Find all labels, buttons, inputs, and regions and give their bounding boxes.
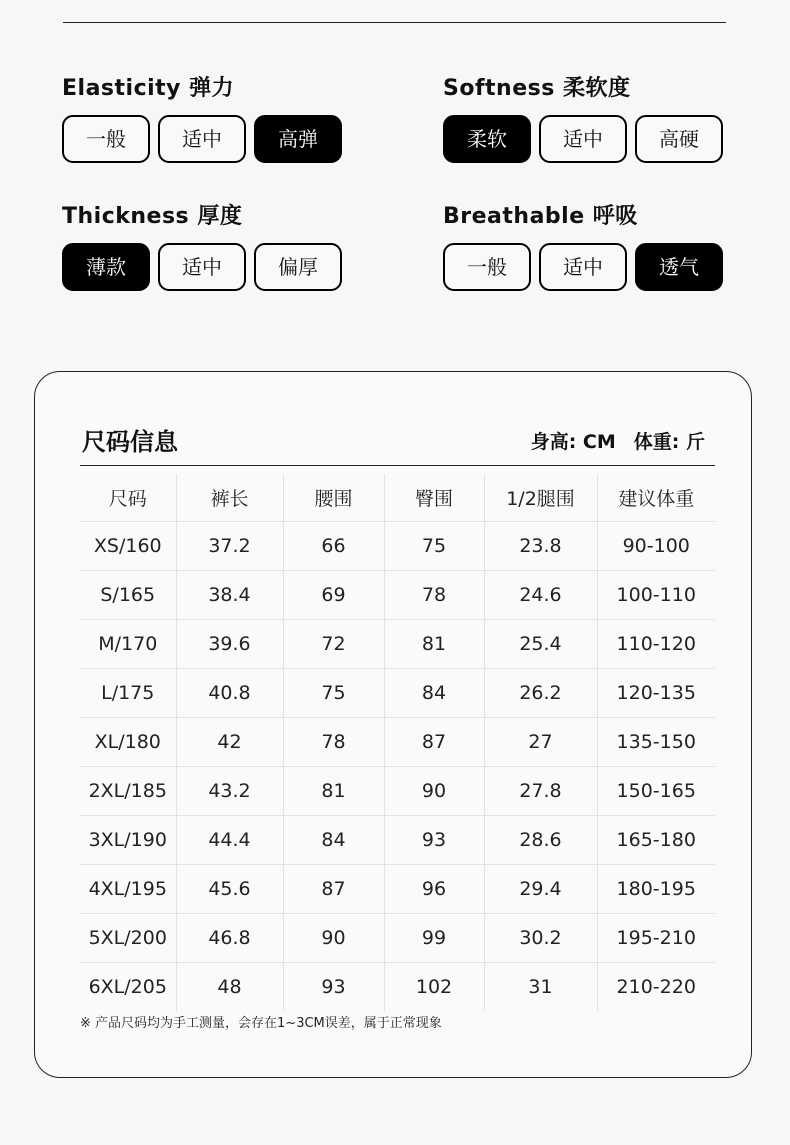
height-unit: 身高: CM xyxy=(530,431,616,453)
table-cell: 84 xyxy=(384,669,484,718)
table-cell: 210-220 xyxy=(597,963,715,1012)
table-cell: 28.6 xyxy=(484,816,597,865)
table-row xyxy=(80,669,715,718)
elasticity-option-2[interactable]: 适中 xyxy=(158,115,246,163)
table-cell: 81 xyxy=(384,620,484,669)
softness-option-3[interactable]: 高硬 xyxy=(635,115,723,163)
table-cell: 180-195 xyxy=(597,865,715,914)
table-cell: 39.6 xyxy=(176,620,283,669)
column-header: 尺码 xyxy=(108,488,147,510)
table-cell: 6XL/205 xyxy=(80,963,176,1012)
thickness-option-1[interactable]: 薄款 xyxy=(62,243,150,291)
table-cell: 90 xyxy=(384,767,484,816)
table-cell: 110-120 xyxy=(597,620,715,669)
table-cell: 150-165 xyxy=(597,767,715,816)
table-cell: 78 xyxy=(384,571,484,620)
table-cell: M/170 xyxy=(80,620,176,669)
table-cell: 24.6 xyxy=(484,571,597,620)
breathable-option-3[interactable]: 透气 xyxy=(635,243,723,291)
table-cell: 69 xyxy=(283,571,384,620)
table-cell: S/165 xyxy=(80,571,176,620)
table-cell: 87 xyxy=(384,718,484,767)
table-cell: 29.4 xyxy=(484,865,597,914)
measurement-note: ※ 产品尺码均为手工测量，会存在1~3CM误差，属于正常现象 xyxy=(80,1016,442,1031)
table-cell: L/175 xyxy=(80,669,176,718)
column-header: 1/2腿围 xyxy=(484,474,597,522)
thickness-title: Thickness 厚度 xyxy=(62,204,243,229)
table-cell: 48 xyxy=(176,963,283,1012)
table-cell: 40.8 xyxy=(176,669,283,718)
thickness-option-3[interactable]: 偏厚 xyxy=(254,243,342,291)
table-cell: 45.6 xyxy=(176,865,283,914)
table-cell: 84 xyxy=(283,816,384,865)
table-cell: 135-150 xyxy=(597,718,715,767)
softness-title: Softness 柔软度 xyxy=(443,76,631,101)
table-row xyxy=(80,718,715,767)
table-cell: 87 xyxy=(283,865,384,914)
table-cell: 75 xyxy=(384,522,484,571)
table-row xyxy=(80,571,715,620)
size-header-divider xyxy=(80,465,715,466)
table-row xyxy=(80,816,715,865)
column-header: 裤长 xyxy=(176,474,283,522)
table-cell: 3XL/190 xyxy=(80,816,176,865)
table-cell: 90-100 xyxy=(597,522,715,571)
softness-option-1[interactable]: 柔软 xyxy=(443,115,531,163)
table-cell: 44.4 xyxy=(176,816,283,865)
thickness-group xyxy=(62,202,362,279)
elasticity-option-3[interactable]: 高弹 xyxy=(254,115,342,163)
column-header: 建议体重 xyxy=(597,474,715,522)
unit-legend xyxy=(531,427,705,454)
table-row xyxy=(80,767,715,816)
elasticity-title: Elasticity 弹力 xyxy=(62,76,235,101)
thickness-option-2[interactable]: 适中 xyxy=(158,243,246,291)
table-cell: 2XL/185 xyxy=(80,767,176,816)
column-header: 臀围 xyxy=(384,474,484,522)
table-cell: 90 xyxy=(283,914,384,963)
breathable-group xyxy=(443,202,743,279)
table-cell: 23.8 xyxy=(484,522,597,571)
table-cell: 26.2 xyxy=(484,669,597,718)
table-cell: 102 xyxy=(384,963,484,1012)
table-cell: XS/160 xyxy=(80,522,176,571)
softness-group xyxy=(443,74,743,151)
table-row xyxy=(80,914,715,963)
softness-options xyxy=(443,115,743,163)
table-cell: 93 xyxy=(283,963,384,1012)
table-cell: 37.2 xyxy=(176,522,283,571)
table-cell: 99 xyxy=(384,914,484,963)
table-cell: 38.4 xyxy=(176,571,283,620)
table-row xyxy=(80,522,715,571)
softness-option-2[interactable]: 适中 xyxy=(539,115,627,163)
table-row xyxy=(80,865,715,914)
table-row xyxy=(80,620,715,669)
table-cell: 96 xyxy=(384,865,484,914)
table-cell: 78 xyxy=(283,718,384,767)
table-cell: 165-180 xyxy=(597,816,715,865)
size-info-title: 尺码信息 xyxy=(82,428,178,456)
table-cell: 5XL/200 xyxy=(80,914,176,963)
size-info-card xyxy=(34,371,752,1078)
table-cell: 42 xyxy=(176,718,283,767)
table-cell: 4XL/195 xyxy=(80,865,176,914)
table-cell: XL/180 xyxy=(80,718,176,767)
breathable-option-1[interactable]: 一般 xyxy=(443,243,531,291)
table-header-row xyxy=(80,474,715,522)
table-cell: 72 xyxy=(283,620,384,669)
breathable-option-2[interactable]: 适中 xyxy=(539,243,627,291)
column-header: 腰围 xyxy=(283,474,384,522)
elasticity-group xyxy=(62,74,362,151)
table-cell: 27 xyxy=(484,718,597,767)
table-cell: 81 xyxy=(283,767,384,816)
table-cell: 25.4 xyxy=(484,620,597,669)
elasticity-options xyxy=(62,115,362,163)
table-cell: 120-135 xyxy=(597,669,715,718)
table-cell: 30.2 xyxy=(484,914,597,963)
table-cell: 27.8 xyxy=(484,767,597,816)
thickness-options xyxy=(62,243,362,291)
weight-unit: 体重: 斤 xyxy=(633,431,705,453)
table-cell: 43.2 xyxy=(176,767,283,816)
breathable-options xyxy=(443,243,743,291)
table-row xyxy=(80,963,715,1012)
table-cell: 66 xyxy=(283,522,384,571)
table-cell: 75 xyxy=(283,669,384,718)
size-table xyxy=(80,474,715,1011)
table-cell: 100-110 xyxy=(597,571,715,620)
table-cell: 46.8 xyxy=(176,914,283,963)
table-cell: 93 xyxy=(384,816,484,865)
top-divider xyxy=(63,22,726,23)
table-cell: 31 xyxy=(484,963,597,1012)
table-cell: 195-210 xyxy=(597,914,715,963)
elasticity-option-1[interactable]: 一般 xyxy=(62,115,150,163)
breathable-title: Breathable 呼吸 xyxy=(443,204,638,229)
